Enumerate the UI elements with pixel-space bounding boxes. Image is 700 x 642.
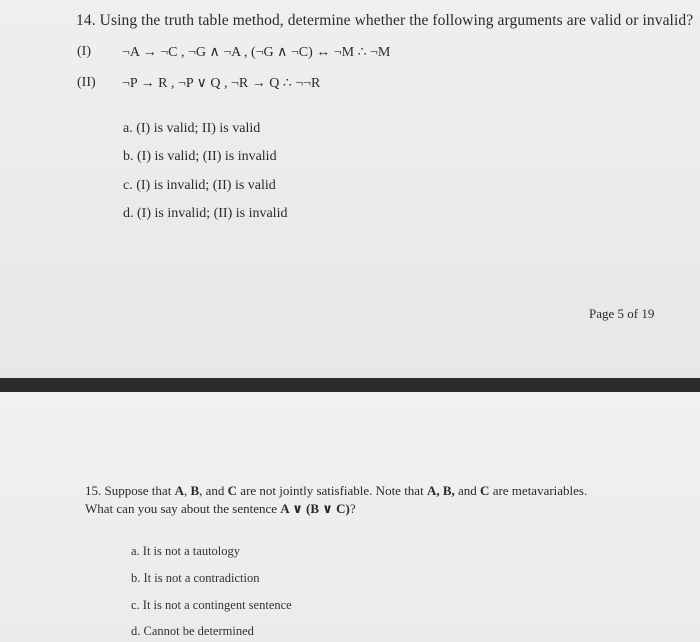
q14-option-c[interactable]: c. (I) is invalid; (II) is valid (123, 178, 276, 193)
q15-option-c[interactable]: c. It is not a contingent sentence (131, 598, 292, 612)
q14-option-a[interactable]: a. (I) is valid; II) is valid (123, 121, 261, 136)
sentence-formula: A ∨ (B ∨ C) (280, 501, 350, 516)
question-14-title: 14. Using the truth table method, determine whether the following arguments are valid or invalid? (76, 12, 694, 29)
page-number: Page 5 of 19 (589, 306, 655, 321)
argument-2-text: ¬P → R , ¬P ∨ Q , ¬R → Q ∴ ¬¬R (122, 76, 321, 91)
page-divider (0, 378, 700, 392)
q14-option-b[interactable]: b. (I) is valid; (II) is invalid (123, 149, 277, 164)
argument-2-label: (II) (77, 75, 96, 90)
q15-option-b[interactable]: b. It is not a contradiction (131, 571, 260, 585)
question-15-line-1: 15. Suppose that A, B, and C are not jointly satisfiable. Note that A, B, and C are metavariables. (85, 483, 588, 498)
argument-1-text: ¬A → ¬C , ¬G ∧ ¬A , (¬G ∧ ¬C) ↔ ¬M ∴ ¬M (122, 45, 391, 60)
q14-option-d[interactable]: d. (I) is invalid; (II) is invalid (123, 206, 288, 221)
q15-option-d[interactable]: d. Cannot be determined (131, 624, 254, 638)
q15-option-a[interactable]: a. It is not a tautology (131, 544, 241, 558)
question-15-text (85, 482, 665, 518)
question-15-line-2: What can you say about the sentence A ∨ (B ∨ C)? (85, 501, 356, 516)
argument-1-label: (I) (77, 44, 91, 59)
